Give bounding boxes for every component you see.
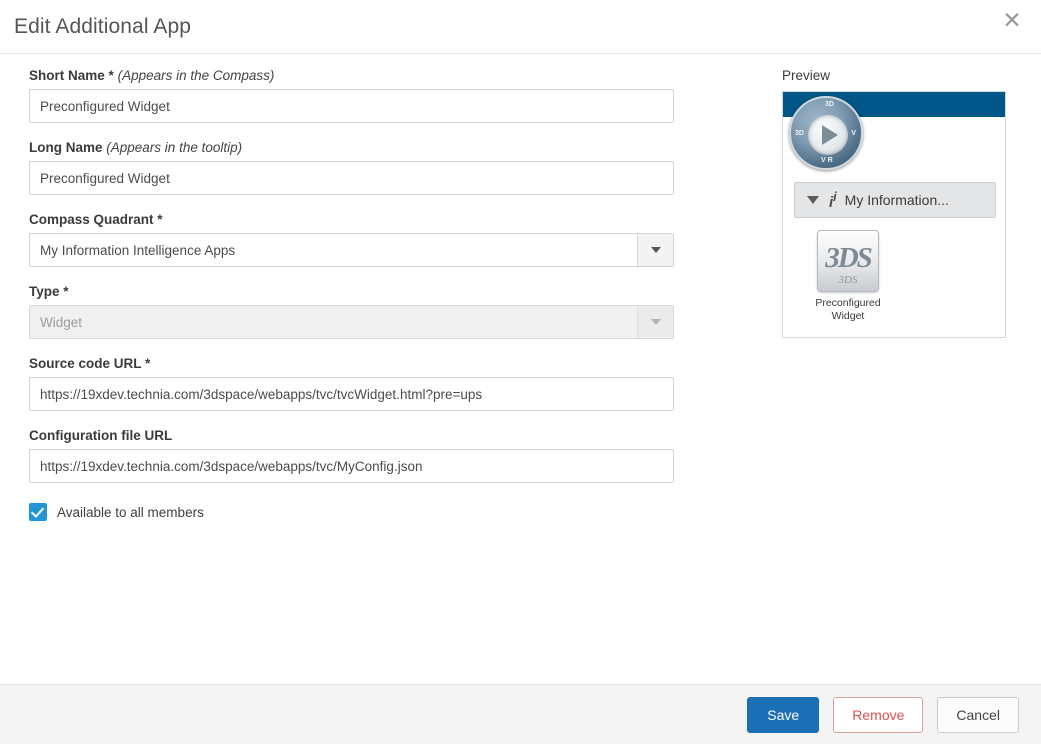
cancel-button[interactable]: Cancel <box>937 697 1019 733</box>
close-icon[interactable]: ✕ <box>1002 7 1022 34</box>
available-to-all-members-checkbox[interactable] <box>29 503 47 521</box>
compass-quadrant-south-label: V R <box>821 157 833 164</box>
long-name-label-text: Long Name <box>29 140 103 155</box>
short-name-label-text: Short Name <box>29 68 105 83</box>
chevron-down-icon-disabled <box>637 306 673 338</box>
dialog-header <box>0 0 1041 54</box>
compass-quadrant-east-label: V <box>851 130 856 137</box>
3ds-app-icon <box>817 230 879 292</box>
compass-quadrant-required: * <box>157 212 163 227</box>
information-intelligence-icon: $i^i$ <box>829 189 837 211</box>
preview-app-label-line1: Preconfigured <box>815 297 881 309</box>
preview-app-label-line2: Widget <box>831 310 865 323</box>
field-long-name <box>29 140 674 195</box>
short-name-hint: (Appears in the Compass) <box>117 68 275 83</box>
compass-play-icon <box>822 125 838 145</box>
app-icon-text: 3DS <box>825 241 871 274</box>
preview-box <box>782 91 1006 338</box>
preview-title: Preview <box>782 68 831 83</box>
short-name-input[interactable] <box>29 89 674 123</box>
source-code-url-label-text: Source code URL <box>29 356 142 371</box>
type-value <box>29 305 674 339</box>
dialog-body <box>0 54 1041 684</box>
configuration-file-url-label <box>29 428 674 443</box>
short-name-label <box>29 68 674 83</box>
page-title: Edit Additional App <box>14 14 192 38</box>
compass-quadrant-label <box>29 212 674 227</box>
preview-app-tile <box>813 230 883 323</box>
app-icon-subtext: 3DS <box>838 274 858 286</box>
preview-quadrant-tab <box>794 182 996 218</box>
long-name-hint: (Appears in the tooltip) <box>106 140 243 155</box>
short-name-required: * <box>108 68 114 83</box>
remove-button[interactable]: Remove <box>833 697 923 733</box>
type-label <box>29 284 674 299</box>
type-select <box>29 305 674 339</box>
field-type <box>29 284 674 339</box>
field-short-name <box>29 68 674 123</box>
compass-quadrant-label-text: Compass Quadrant <box>29 212 154 227</box>
dialog-footer <box>0 684 1041 744</box>
form-column <box>14 68 674 684</box>
source-code-url-required: * <box>145 356 151 371</box>
long-name-label <box>29 140 674 155</box>
compass-quadrant-west-label: 3D <box>795 130 804 137</box>
preview-tab-label: My Information... <box>844 192 949 208</box>
preview-app-label <box>813 297 883 323</box>
compass-icon <box>789 96 863 170</box>
type-required: * <box>63 284 69 299</box>
chevron-down-icon[interactable] <box>637 234 673 266</box>
field-compass-quadrant <box>29 212 674 267</box>
field-source-code-url <box>29 356 674 411</box>
configuration-file-url-label-text: Configuration file URL <box>29 428 173 443</box>
compass-quadrant-north-label: 3D <box>825 101 834 108</box>
field-configuration-file-url <box>29 428 674 483</box>
save-button[interactable]: Save <box>747 697 819 733</box>
source-code-url-input[interactable] <box>29 377 674 411</box>
configuration-file-url-input[interactable] <box>29 449 674 483</box>
available-to-all-members-label: Available to all members <box>57 504 204 520</box>
compass-quadrant-value[interactable] <box>29 233 674 267</box>
preview-column <box>674 68 1023 684</box>
available-to-all-members-row <box>29 503 674 521</box>
triangle-down-icon <box>807 196 819 204</box>
type-label-text: Type <box>29 284 60 299</box>
compass-quadrant-select[interactable] <box>29 233 674 267</box>
long-name-input[interactable] <box>29 161 674 195</box>
source-code-url-label <box>29 356 674 371</box>
